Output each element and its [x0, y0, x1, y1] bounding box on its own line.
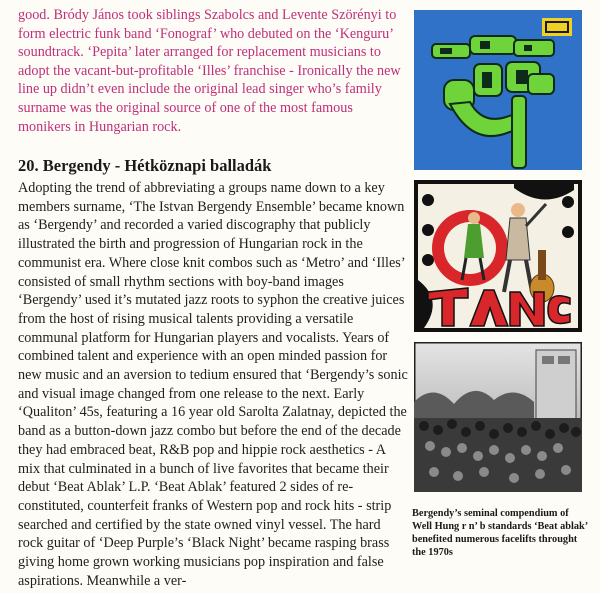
article-body [18, 179, 408, 590]
article-body-text: Adopting the trend of abbreviating a groups name down to a key members surname, ‘The Istvan Bergendy Ensemble’ became known as ‘Bergendy’ and recorded a varied discography that publicly illustrated the birth and progression of Hungarian rock in the communist era. Where close knit combos such as ‘Metro’ and ‘Illes’ consisted of small rhythm sections with boy-band images ‘Bergendy’ used it’s mutated jazz roots to syphon the creative juices from the host of rising musical talents providing a versatile communal platform for Hungarian players and vocalists. Years of combined talent and experience with an open minded passion for new music and an aversion to tedium ensured that ‘Bergendy’s sonic and visual image changed from one release to the next. Early ‘Qualiton’ 45s, featuring a 16 year old Sarolta Zalatnay, depicted the band as a button-down jazz combo but before the end of the decade they had embraced beat, R&B pop and hippie rock aesthetics - A mix that culminated in a bunch of live favorites that became their debut ‘Beat Ablak’ L.P. ‘Beat Ablak’ featured 2 sides of re-constituted, counterfeit franks of Western pop and rock hits - strip searched and certified by the state owned vinyl vessel. The hard rock guitar of ‘Deep Purple’s ‘Black Night’ became rasping brass giving home grown working musicians pop inspiration and false aspirations. Meanwhile a ver- [18, 180, 408, 589]
intro-text: good. Bródy János took siblings Szabolcs and Levente Szörényi to form electric funk band ‘Fonograf’ who debuted on the ‘Kenguru’ soundtrack. ‘Pepita’ later arranged for replacement musicians to adopt the vacant-but-profitable ‘Illes’ franchise - Ironically the new line up didn’t even include the original lead singer who’s family surname was the original source of one of the most famous monikers in Hungarian rock. [18, 7, 401, 135]
bergendy-cover-art [414, 10, 582, 170]
tanc-single-cover [414, 180, 582, 332]
intro-paragraph [18, 6, 408, 136]
bergendy-album-cover [414, 10, 582, 170]
beat-ablak-cover-art [414, 342, 582, 492]
beat-ablak-photo-cover [414, 342, 582, 492]
section-heading: 20. Bergendy - Hétköznapi balladák [18, 156, 272, 175]
album-covers [414, 10, 582, 502]
photo-caption [412, 507, 588, 559]
tanc-cover-art [414, 180, 582, 332]
photo-caption-text: Bergendy’s seminal compendium of Well Hung r n’ b standards ‘Beat ablak’ benefited numerous facelifts throught the 1970s [412, 508, 588, 558]
